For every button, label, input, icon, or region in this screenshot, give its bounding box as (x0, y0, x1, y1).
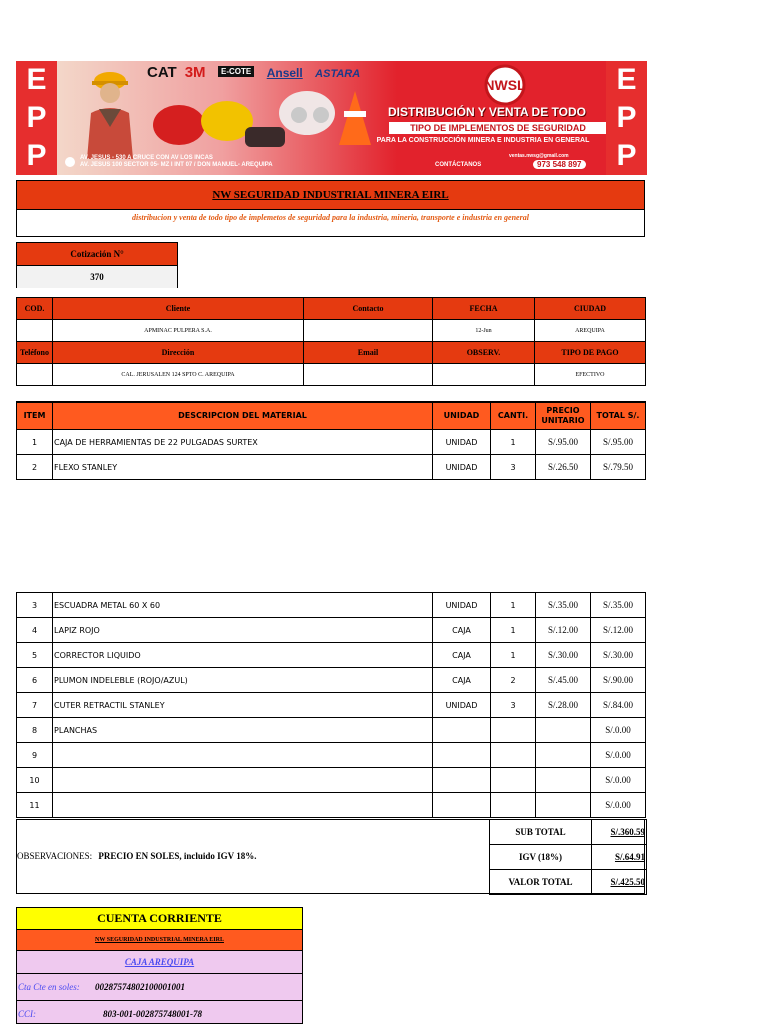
value-tipo-pago: EFECTIVO (535, 364, 646, 386)
quote-number-value: 370 (17, 266, 177, 288)
table-row (17, 618, 646, 643)
item-total: S/.95.00 (591, 430, 646, 455)
item-total: S/.0.00 (591, 718, 646, 743)
observations-text: PRECIO EN SOLES, incluido IGV 18%. (98, 851, 257, 861)
items-table (16, 401, 646, 480)
header-contacto: Contacto (304, 298, 433, 320)
header-direccion: Dirección (53, 342, 304, 364)
address-line-2: AV. JESUS 100 SECTOR 05- MZ I INT 07 / DON MANUEL- AREQUIPA (80, 162, 273, 168)
item-unit-price (536, 718, 591, 743)
header-item: ITEM (17, 402, 53, 430)
brand-3m: 3M (184, 64, 206, 81)
table-row (17, 430, 646, 455)
item-total: S/.0.00 (591, 743, 646, 768)
item-number: 3 (17, 593, 53, 618)
item-unit (433, 768, 491, 793)
header-cliente: Cliente (53, 298, 304, 320)
item-unit-price: S/.45.00 (536, 668, 591, 693)
brand-ecote: E-COTE (218, 66, 254, 77)
brand-logos (147, 64, 368, 82)
item-total: S/.0.00 (591, 768, 646, 793)
item-unit-price: S/.35.00 (536, 593, 591, 618)
item-quantity (491, 718, 536, 743)
item-unit-price: S/.30.00 (536, 643, 591, 668)
quote-number-label: Cotización N° (17, 243, 177, 266)
promo-banner (16, 61, 647, 175)
item-description: PLANCHAS (53, 718, 433, 743)
epp-letter: P (616, 101, 637, 134)
cta-row (17, 974, 302, 1001)
client-value-row-2 (17, 364, 646, 386)
table-row (17, 455, 646, 480)
subtotal-value: S/.360.59 (592, 820, 647, 845)
header-fecha: FECHA (433, 298, 535, 320)
item-number: 4 (17, 618, 53, 643)
value-observ (433, 364, 535, 386)
item-total: S/.35.00 (591, 593, 646, 618)
item-unit: CAJA (433, 668, 491, 693)
table-row (17, 768, 646, 793)
value-cod (17, 320, 53, 342)
item-quantity: 1 (491, 618, 536, 643)
item-description (53, 768, 433, 793)
bank-account-title: CUENTA CORRIENTE (17, 908, 302, 930)
value-direccion: CAL. JERUSALEN 124 SPTO C. AREQUIPA (53, 364, 304, 386)
item-description (53, 743, 433, 768)
item-quantity: 1 (491, 593, 536, 618)
item-unit (433, 793, 491, 818)
item-description (53, 793, 433, 818)
item-total: S/.12.00 (591, 618, 646, 643)
item-description: ESCUADRA METAL 60 X 60 (53, 593, 433, 618)
contact-email: ventas.nwsg@gmail.com (509, 153, 569, 159)
item-unit (433, 718, 491, 743)
cci-value: 803-001-002875748001-78 (103, 1009, 202, 1019)
item-description: CORRECTOR LIQUIDO (53, 643, 433, 668)
table-row (17, 693, 646, 718)
bank-account-company: NW SEGURIDAD INDUSTRIAL MINERA EIRL (17, 930, 302, 951)
items-body-2 (17, 593, 646, 818)
item-unit-price: S/.26.50 (536, 455, 591, 480)
table-row (17, 793, 646, 818)
worker-illustration (77, 67, 143, 159)
item-total: S/.30.00 (591, 643, 646, 668)
item-total: S/.79.50 (591, 455, 646, 480)
item-quantity: 3 (491, 455, 536, 480)
item-number: 1 (17, 430, 53, 455)
totals-grid (489, 819, 647, 895)
contact-label: CONTÁCTANOS (435, 162, 482, 168)
item-unit: UNIDAD (433, 693, 491, 718)
item-description: PLUMON INDELEBLE (ROJO/AZUL) (53, 668, 433, 693)
item-quantity (491, 768, 536, 793)
nwsl-logo-text: NWSL (484, 77, 526, 93)
item-total: S/.90.00 (591, 668, 646, 693)
banner-tagline: PARA LA CONSTRUCCIÓN MINERA E INDUSTRIA EN GENERAL (376, 137, 590, 144)
item-quantity: 2 (491, 668, 536, 693)
value-ciudad: AREQUIPA (535, 320, 646, 342)
value-contacto (304, 320, 433, 342)
header-precio-unitario: PRECIO UNITARIO (536, 402, 591, 430)
bank-name-link[interactable]: CAJA AREQUIPA (17, 951, 302, 974)
item-description: FLEXO STANLEY (53, 455, 433, 480)
item-unit-price: S/.12.00 (536, 618, 591, 643)
company-subtitle: distribucion y venta de todo tipo de implemetos de seguridad para la industria, mineria, transporte e industria en general (132, 213, 529, 222)
items-body-1 (17, 430, 646, 480)
item-unit-price (536, 743, 591, 768)
cta-value: 00287574802100001001 (95, 982, 185, 992)
banner-headline: DISTRIBUCIÓN Y VENTA DE TODO (387, 105, 587, 119)
item-unit: UNIDAD (433, 593, 491, 618)
header-total: TOTAL S/. (591, 402, 646, 430)
company-name: NW SEGURIDAD INDUSTRIAL MINERA EIRL (17, 181, 644, 210)
item-number: 10 (17, 768, 53, 793)
client-header-row (17, 298, 646, 320)
brand-ansell: Ansell (266, 66, 303, 80)
item-number: 9 (17, 743, 53, 768)
epp-letter: E (616, 63, 637, 96)
item-number: 8 (17, 718, 53, 743)
item-description: LAPIZ ROJO (53, 618, 433, 643)
brand-astara: ASTARA (315, 68, 361, 80)
items-header-row (17, 402, 646, 430)
address-line-1: AV. JESUS - 530 A CRUCE CON AV LOS INCAS (80, 155, 213, 161)
epp-letter: P (616, 139, 637, 172)
item-number: 2 (17, 455, 53, 480)
item-quantity (491, 743, 536, 768)
client-info-table (16, 297, 646, 386)
subtotal-row (490, 820, 647, 845)
item-quantity (491, 793, 536, 818)
quote-number-box (16, 242, 178, 288)
totals-section (16, 819, 645, 894)
item-number: 5 (17, 643, 53, 668)
header-descripcion: DESCRIPCION DEL MATERIAL (53, 402, 433, 430)
item-description: CAJA DE HERRAMIENTAS DE 22 PULGADAS SURTEX (53, 430, 433, 455)
igv-label: IGV (18%) (490, 845, 592, 870)
item-quantity: 1 (491, 643, 536, 668)
client-value-row (17, 320, 646, 342)
table-row (17, 593, 646, 618)
header-cod: COD. (17, 298, 53, 320)
item-unit: CAJA (433, 643, 491, 668)
item-number: 7 (17, 693, 53, 718)
table-row (17, 668, 646, 693)
epp-left-column (16, 61, 57, 175)
item-number: 11 (17, 793, 53, 818)
header-unidad: UNIDAD (433, 402, 491, 430)
total-label: VALOR TOTAL (490, 870, 592, 895)
company-header (16, 180, 645, 237)
observations-label: OBSERVACIONES: (17, 851, 93, 861)
header-ciudad: CIUDAD (535, 298, 646, 320)
epp-letter: P (26, 139, 47, 172)
client-header-row-2 (17, 342, 646, 364)
banner-center (57, 61, 606, 175)
item-description: CUTER RETRACTIL STANLEY (53, 693, 433, 718)
header-telefono: Teléfono (17, 342, 53, 364)
value-cliente: APMINAC PULPERA S.A. (53, 320, 304, 342)
item-unit-price: S/.95.00 (536, 430, 591, 455)
value-email (304, 364, 433, 386)
epp-letter: E (26, 63, 47, 96)
igv-value: S/.64.91 (592, 845, 647, 870)
igv-row (490, 845, 647, 870)
epp-letter: P (26, 101, 47, 134)
header-email: Email (304, 342, 433, 364)
header-observ: OBSERV. (433, 342, 535, 364)
total-value: S/.425.50 (592, 870, 647, 895)
total-row (490, 870, 647, 895)
item-total: S/.84.00 (591, 693, 646, 718)
table-row (17, 643, 646, 668)
banner-address (65, 155, 273, 169)
header-cantidad: CANTI. (491, 402, 536, 430)
item-unit-price (536, 768, 591, 793)
item-unit (433, 743, 491, 768)
nwsl-logo (459, 64, 551, 106)
item-total: S/.0.00 (591, 793, 646, 818)
item-unit: UNIDAD (433, 455, 491, 480)
bank-account-box (16, 907, 303, 1024)
observations (17, 851, 257, 861)
table-row (17, 718, 646, 743)
header-tipo-pago: TIPO DE PAGO (535, 342, 646, 364)
item-quantity: 1 (491, 430, 536, 455)
cci-label: CCI: (18, 1009, 36, 1019)
subtotal-label: SUB TOTAL (490, 820, 592, 845)
cci-row (17, 1001, 302, 1027)
items-table-continued (16, 592, 646, 818)
brand-cat: CAT (147, 64, 177, 81)
item-unit-price (536, 793, 591, 818)
banner-subheadline: TIPO DE IMPLEMENTOS DE SEGURIDAD (389, 122, 607, 134)
item-number: 6 (17, 668, 53, 693)
item-unit-price: S/.28.00 (536, 693, 591, 718)
item-quantity: 3 (491, 693, 536, 718)
contact-phone: 973 548 897 (533, 160, 586, 169)
table-row (17, 743, 646, 768)
location-pin-icon (65, 157, 75, 167)
cta-label: Cta Cte en soles: (18, 982, 80, 992)
safety-equipment-illustration (149, 83, 379, 151)
epp-right-column (606, 61, 647, 175)
value-fecha: 12-Jun (433, 320, 535, 342)
item-unit: UNIDAD (433, 430, 491, 455)
value-telefono (17, 364, 53, 386)
item-unit: CAJA (433, 618, 491, 643)
